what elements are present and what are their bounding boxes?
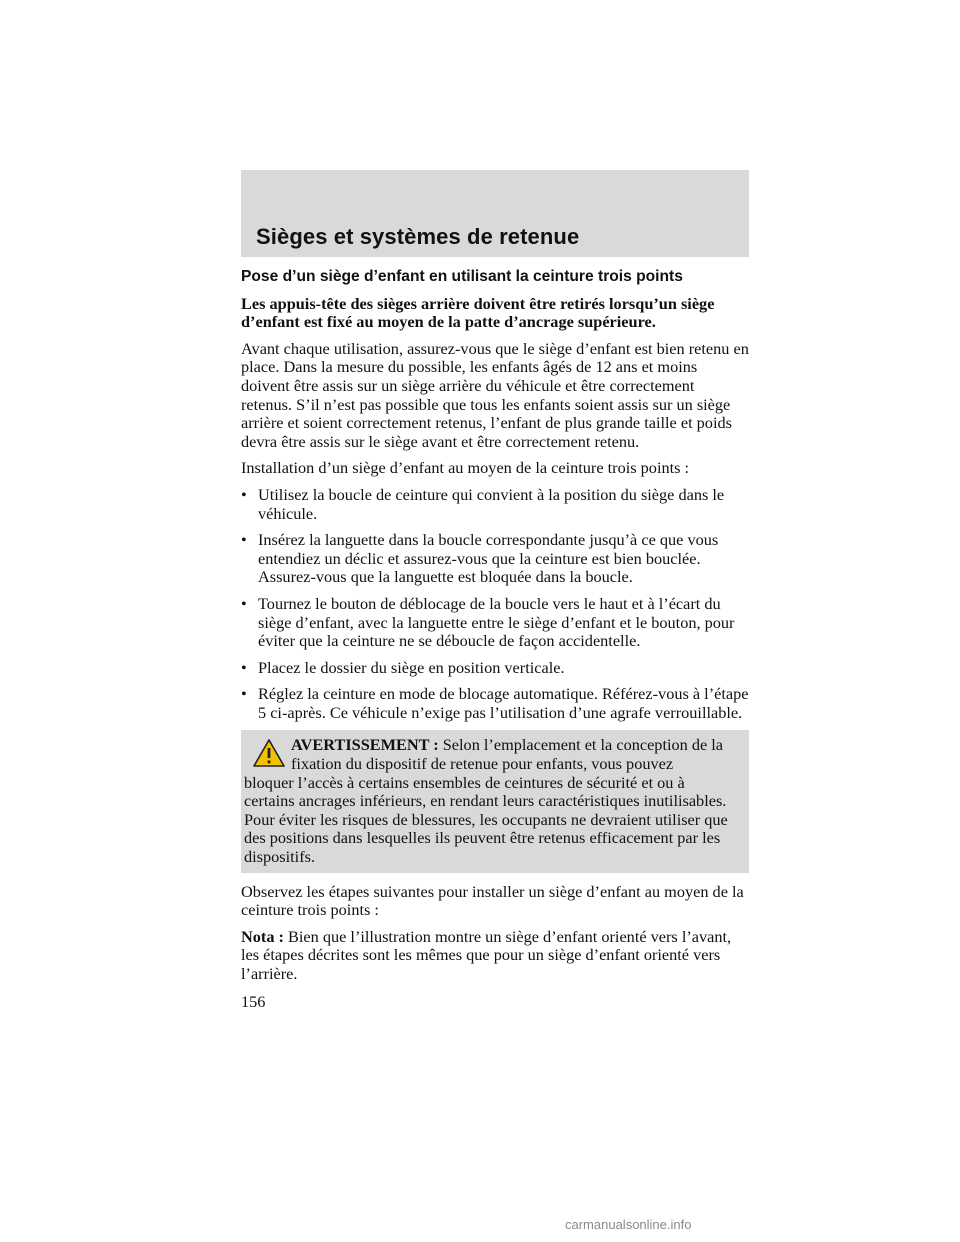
warning-label: AVERTISSEMENT : — [291, 735, 439, 755]
page-number: 156 — [241, 992, 266, 1011]
bullet-icon: • — [241, 484, 247, 504]
steps-intro: Observez les étapes suivantes pour installer un siège d’enfant au moyen de la ceinture trois points : — [241, 881, 744, 920]
bullet-icon: • — [241, 684, 247, 704]
intro-paragraph: Avant chaque utilisation, assurez-vous que le siège d’enfant est bien retenu en place. Dans la mesure du possible, les enfants âgés de 12 ans et moins doivent être assis sur un siège arrière du véhicule et être correctement retenus. S’il n’est pas possible que tous les enfants soient assis sur un siège arrière et soient correctement retenus, l’enfant de plus grande taille et poids devra être assis sur le siège avant et être correctement retenu. — [241, 338, 749, 451]
list-item-text: Placez le dossier du siège en position verticale. — [258, 657, 565, 677]
list-item — [241, 659, 749, 678]
list-item-text: Tournez le bouton de déblocage de la boucle vers le haut et à l’écart du siège d’enfant, avec la languette entre le siège d’enfant et le bouton, pour éviter que la ceinture ne se déboucle de façon accidentelle. — [258, 593, 735, 651]
list-item — [241, 595, 749, 651]
install-steps-list — [241, 486, 749, 723]
warning-text-rest: bloquer l’accès à certains ensembles de ceintures de sécurité et ou à certains ancrages inférieurs, en rendant leurs caractéristiques inutilisables. Pour éviter les risques de blessures, les occupants ne devraient utiliser que des positions dans lesquelles ils peuvent être retenus efficacement par les dispositifs. — [244, 772, 728, 867]
list-item-text: Réglez la ceinture en mode de blocage automatique. Référez-vous à l’étape 5 ci-après. Ce véhicule n’exige pas l’utilisation d’une agrafe verrouillable. — [258, 684, 749, 722]
list-item — [241, 531, 749, 587]
warning-triangle-icon — [252, 738, 286, 768]
list-item — [241, 486, 749, 523]
install-intro: Installation d’un siège d’enfant au moyen de la ceinture trois points : — [241, 458, 690, 478]
warning-first-line — [244, 736, 739, 773]
bullet-icon: • — [241, 657, 247, 677]
list-item-text: Utilisez la boucle de ceinture qui convient à la position du siège dans le véhicule. — [258, 484, 725, 523]
page-content — [241, 268, 749, 992]
bold-notice: Les appuis-tête des sièges arrière doivent être retirés lorsqu’un siège d’enfant est fixé au moyen de la patte d’ancrage supérieure. — [241, 293, 715, 332]
nota-paragraph — [241, 928, 749, 984]
warning-box — [241, 730, 749, 872]
list-item — [241, 685, 749, 722]
bullet-icon: • — [241, 530, 247, 550]
nota-label: Nota : — [241, 926, 284, 946]
section-title: Sièges et systèmes de retenue — [256, 224, 580, 249]
nota-text: Bien que l’illustration montre un siège d’enfant orienté vers l’avant, les étapes décrites sont les mêmes que pour un siège d’enfant orienté vers l’arrière. — [241, 926, 732, 983]
list-item-text: Insérez la languette dans la boucle correspondante jusqu’à ce que vous entendiez un déclic et assurez-vous que la ceinture est bien bouclée. Assurez-vous que la languette est bloquée dans la boucle. — [258, 530, 719, 587]
bullet-icon: • — [241, 593, 247, 613]
section-heading: Pose d’un siège d’enfant en utilisant la ceinture trois points — [241, 268, 683, 285]
watermark: carmanualsonline.info — [565, 1217, 692, 1232]
warning-text-start: Selon l’emplacement et la conception de la fixation du dispositif de retenue pour enfants, vous pouvez — [291, 735, 724, 774]
